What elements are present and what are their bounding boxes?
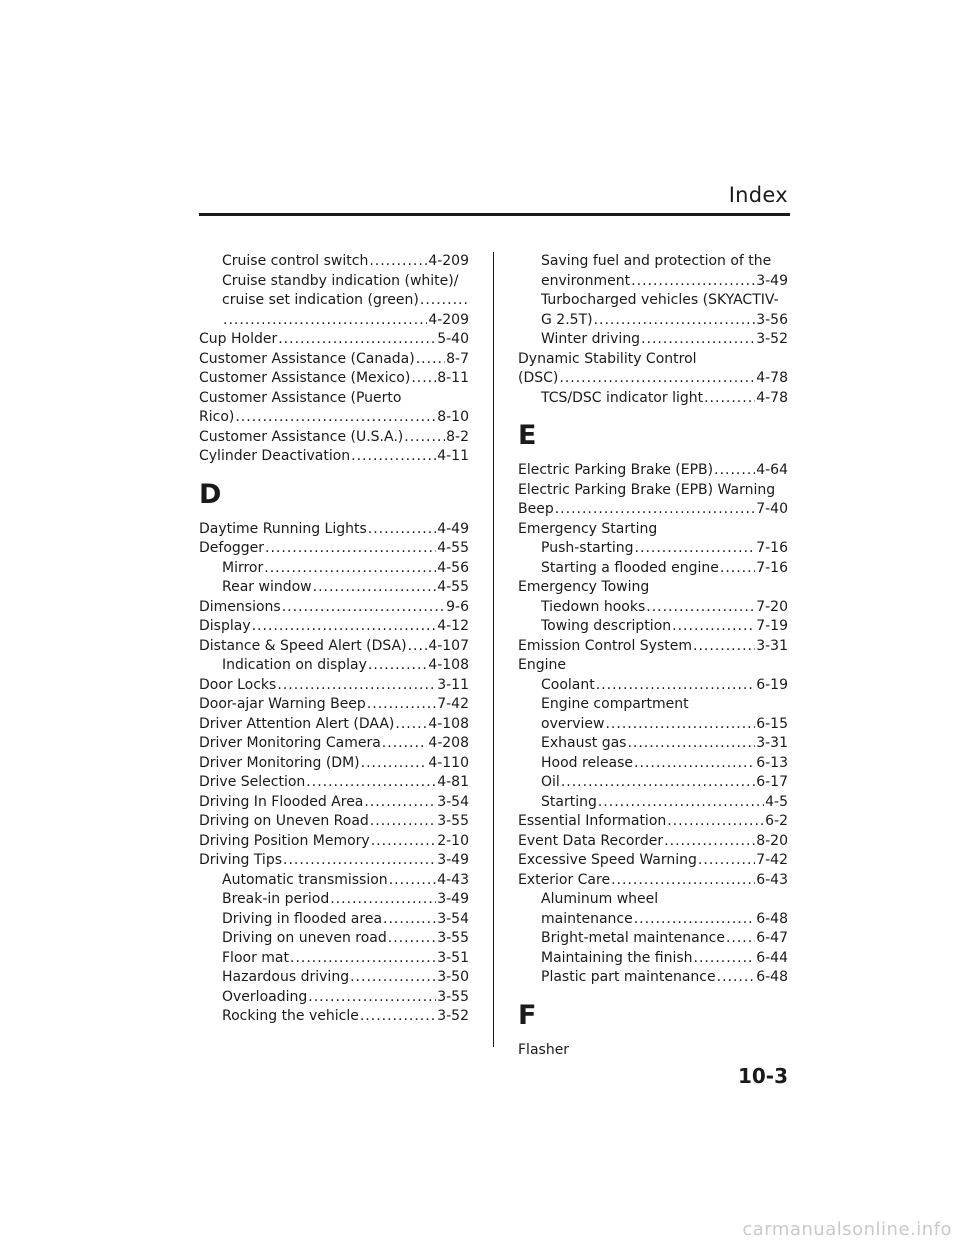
section-letter-e: E: [518, 420, 537, 451]
dot-leader: [646, 598, 755, 618]
entry-page-ref: 6-17: [756, 774, 788, 790]
entry-page-ref: 7-42: [437, 696, 469, 712]
entry-term: Starting a flooded engine: [541, 559, 719, 576]
entry-page-ref: 4-208: [428, 735, 469, 751]
entry-term: Tiedown hooks: [541, 598, 646, 615]
index-entry: [518, 272, 788, 292]
dot-leader: [395, 715, 427, 735]
dot-leader: [382, 734, 428, 754]
entry-term: Bright-metal maintenance: [541, 930, 725, 946]
entry-page-ref: 7-19: [756, 618, 788, 634]
dot-leader: [704, 389, 755, 409]
index-entry: [199, 773, 469, 793]
entry-term: maintenance: [541, 910, 633, 927]
dot-leader: [634, 910, 756, 930]
entry-page-ref: 9-6: [446, 598, 469, 615]
dot-leader: [717, 968, 756, 988]
index-entry: [199, 793, 469, 813]
dot-leader: [383, 910, 436, 930]
entry-page-ref: 3-52: [437, 1008, 469, 1024]
dot-leader: [306, 773, 436, 793]
entry-group: [518, 1041, 788, 1061]
entry-page-ref: 4-43: [437, 871, 469, 888]
dot-leader: [404, 428, 445, 448]
dot-leader: [698, 851, 755, 871]
entry-term: Beep: [518, 501, 554, 517]
index-entry: [518, 715, 788, 735]
index-entry: [199, 291, 469, 311]
entry-term: Plastic part maintenance: [541, 969, 716, 985]
index-entry: [199, 871, 469, 891]
entry-page-ref: 3-55: [437, 930, 469, 946]
index-entry: [518, 773, 788, 793]
entry-page-ref: 4-110: [428, 754, 469, 771]
entry-term: Door Locks: [199, 676, 277, 693]
entry-term: Emission Control System: [518, 637, 693, 654]
entry-page-ref: 6-15: [756, 715, 788, 732]
dot-leader: [611, 871, 755, 891]
index-entry: [199, 695, 469, 715]
entry-term: Drive Selection: [199, 774, 306, 790]
entry-term: Daytime Running Lights: [199, 520, 367, 537]
dot-leader: [594, 311, 756, 331]
entry-term: Oil: [541, 774, 560, 790]
page-title: Index: [728, 183, 788, 207]
entry-page-ref: 4-78: [756, 389, 788, 406]
index-entry: [199, 929, 469, 949]
column-divider: [493, 252, 494, 1047]
entry-term: Distance & Speed Alert (DSA): [199, 637, 407, 654]
dot-leader: [388, 929, 436, 949]
dot-leader: [371, 832, 437, 852]
entry-term: Driver Attention Alert (DAA): [199, 715, 395, 732]
entry-term: Exterior Care: [518, 871, 611, 888]
dot-leader: [370, 812, 436, 832]
entry-page-ref: 8-10: [437, 409, 469, 425]
dot-leader: [598, 793, 764, 813]
dot-leader: [605, 715, 755, 735]
index-entry: [199, 311, 469, 331]
entry-term: Overloading: [222, 988, 308, 1005]
dot-leader: [278, 330, 436, 350]
entry-group: [518, 461, 788, 988]
index-entry: [518, 812, 788, 832]
index-entry: [518, 330, 788, 350]
dot-leader: [360, 1007, 436, 1027]
entry-term: Winter driving: [541, 331, 641, 347]
index-entry: [199, 656, 469, 676]
index-entry: [199, 428, 469, 448]
entry-page-ref: 3-52: [756, 331, 788, 347]
entry-group: [518, 252, 788, 408]
dot-leader: [596, 676, 755, 696]
index-entry: Cruise standby indication (white)/: [222, 272, 459, 289]
entry-page-ref: 4-108: [428, 657, 469, 673]
entry-page-ref: 4-209: [428, 311, 469, 328]
index-entry: [199, 890, 469, 910]
dot-leader: [235, 408, 436, 428]
dot-leader: [264, 559, 436, 579]
dot-leader: [641, 330, 755, 350]
entry-page-ref: 6-48: [756, 910, 788, 927]
entry-term: cruise set indication (green): [222, 292, 419, 308]
entry-page-ref: 4-55: [437, 540, 469, 556]
dot-leader: [694, 949, 756, 969]
dot-leader: [726, 929, 755, 949]
entry-term: Push-starting: [541, 540, 634, 556]
index-entry: [518, 500, 788, 520]
index-entry: [518, 311, 788, 331]
dot-leader: [290, 949, 436, 969]
dot-leader: [635, 539, 756, 559]
index-entry: [199, 676, 469, 696]
entry-page-ref: 4-49: [437, 520, 469, 537]
index-entry: [199, 715, 469, 735]
entry-page-ref: 6-13: [756, 754, 788, 771]
watermark: carmanualsonline.info: [742, 1219, 952, 1240]
entry-page-ref: 3-49: [756, 272, 788, 289]
index-entry: [518, 617, 788, 637]
index-entry: [518, 637, 788, 657]
index-entry: [199, 520, 469, 540]
entry-term: Hazardous driving: [222, 969, 350, 985]
entry-term: environment: [541, 272, 631, 289]
index-column-right: [518, 252, 788, 1060]
index-entry: Flasher: [518, 1041, 570, 1058]
dot-leader: [252, 617, 437, 637]
entry-term: Break-in period: [222, 891, 330, 907]
dot-leader: [420, 291, 468, 311]
entry-page-ref: 7-20: [756, 598, 788, 615]
entry-page-ref: 5-40: [437, 331, 469, 347]
index-entry: [518, 369, 788, 389]
index-entry: [518, 968, 788, 988]
entry-page-ref: 3-49: [437, 891, 469, 907]
entry-term: Floor mat: [222, 949, 289, 966]
entry-page-ref: 3-51: [437, 949, 469, 966]
index-entry: [518, 559, 788, 579]
entry-term: Driving in flooded area: [222, 910, 383, 927]
entry-term: G 2.5T): [541, 311, 593, 328]
entry-term: Towing description: [541, 618, 672, 634]
dot-leader: [361, 754, 428, 774]
entry-term: Driving on uneven road: [222, 930, 387, 946]
dot-leader: [672, 617, 755, 637]
entry-page-ref: 4-55: [437, 579, 469, 595]
dot-leader: [282, 598, 445, 618]
dot-leader: [367, 695, 436, 715]
index-entry: [199, 330, 469, 350]
entry-page-ref: 8-7: [446, 350, 469, 367]
dot-leader: [634, 754, 755, 774]
dot-leader: [283, 851, 436, 871]
index-entry: [199, 832, 469, 852]
entry-term: Cruise control switch: [222, 253, 369, 269]
entry-term: Indication on display: [222, 657, 367, 673]
entry-page-ref: 6-44: [756, 949, 788, 966]
entry-page-ref: 7-42: [756, 852, 788, 868]
entry-term: Defogger: [199, 540, 265, 556]
entry-term: Customer Assistance (Canada): [199, 350, 415, 367]
index-entry: [199, 910, 469, 930]
index-entry: [199, 968, 469, 988]
dot-leader: [667, 812, 764, 832]
dot-leader: [223, 311, 427, 331]
entry-term: TCS/DSC indicator light: [541, 389, 704, 406]
entry-page-ref: 3-55: [437, 988, 469, 1005]
entry-page-ref: 6-19: [756, 676, 788, 693]
entry-group: [199, 252, 469, 467]
dot-leader: [313, 578, 437, 598]
index-entry: [518, 539, 788, 559]
entry-term: Door-ajar Warning Beep: [199, 696, 366, 712]
entry-page-ref: 3-11: [437, 676, 469, 693]
index-entry: [518, 910, 788, 930]
entry-term: (DSC): [518, 370, 559, 386]
entry-page-ref: 8-11: [437, 370, 469, 386]
index-entry: [199, 598, 469, 618]
entry-page-ref: 8-2: [446, 428, 469, 445]
entry-term: overview: [541, 715, 605, 732]
dot-leader: [631, 272, 755, 292]
entry-page-ref: 8-20: [756, 832, 788, 849]
entry-term: Display: [199, 618, 251, 634]
dot-leader: [368, 520, 436, 540]
entry-page-ref: 4-5: [765, 793, 788, 810]
entry-term: Cup Holder: [199, 331, 278, 347]
entry-term: Driving Position Memory: [199, 832, 370, 849]
entry-term: Coolant: [541, 676, 595, 693]
index-entry: Customer Assistance (Puerto: [199, 389, 402, 406]
index-entry: [199, 539, 469, 559]
entry-term: Mirror: [222, 559, 264, 576]
entry-page-ref: 6-47: [756, 930, 788, 946]
index-entry: [199, 754, 469, 774]
dot-leader: [350, 968, 436, 988]
entry-page-ref: 6-48: [756, 969, 788, 985]
index-entry: [518, 676, 788, 696]
dot-leader: [664, 832, 755, 852]
entry-page-ref: 4-12: [437, 618, 469, 634]
dot-leader: [561, 773, 755, 793]
entry-page-ref: 4-64: [756, 462, 788, 478]
index-entry: [199, 447, 469, 467]
index-entry: Emergency Starting: [518, 520, 658, 537]
dot-leader: [364, 793, 436, 813]
index-entry: [199, 851, 469, 871]
index-entry: [199, 988, 469, 1008]
index-entry: [199, 369, 469, 389]
header-rule: [199, 213, 790, 216]
index-column-left: [199, 252, 469, 1027]
dot-leader: [559, 369, 755, 389]
dot-leader: [627, 734, 755, 754]
entry-term: Dimensions: [199, 598, 281, 615]
entry-page-ref: 4-11: [437, 448, 469, 464]
entry-term: Hood release: [541, 754, 634, 771]
index-entry: [199, 734, 469, 754]
index-entry: Electric Parking Brake (EPB) Warning: [518, 481, 776, 498]
entry-page-ref: 7-16: [756, 540, 788, 556]
entry-term: Electric Parking Brake (EPB): [518, 462, 714, 478]
entry-term: Rear window: [222, 579, 312, 595]
index-entry: Engine compartment: [541, 696, 689, 712]
index-entry: [199, 350, 469, 370]
entry-page-ref: 4-81: [437, 774, 469, 790]
index-entry: [199, 637, 469, 657]
entry-term: Excessive Speed Warning: [518, 852, 697, 868]
index-entry: Aluminum wheel: [541, 891, 659, 907]
entry-page-ref: 4-107: [428, 637, 469, 654]
index-entry: [518, 389, 788, 409]
index-entry: [518, 754, 788, 774]
index-entry: Saving fuel and protection of the: [541, 253, 772, 269]
entry-page-ref: 6-2: [765, 813, 788, 829]
entry-term: Essential Information: [518, 813, 667, 829]
entry-page-ref: 3-31: [756, 637, 788, 654]
entry-page-ref: 3-56: [756, 311, 788, 328]
index-entry: [518, 949, 788, 969]
index-entry: [518, 793, 788, 813]
dot-leader: [720, 559, 755, 579]
dot-leader: [408, 637, 428, 657]
section-letter-d: D: [199, 478, 222, 510]
index-entry: [199, 578, 469, 598]
index-entry: [199, 812, 469, 832]
entry-term: Driving In Flooded Area: [199, 793, 364, 810]
entry-term: Event Data Recorder: [518, 832, 664, 849]
dot-leader: [368, 656, 427, 676]
dot-leader: [714, 461, 755, 481]
dot-leader: [416, 350, 445, 370]
entry-page-ref: 3-54: [437, 910, 469, 927]
entry-page-ref: 3-54: [437, 793, 469, 810]
dot-leader: [351, 447, 436, 467]
entry-term: Automatic transmission: [222, 871, 388, 888]
dot-leader: [693, 637, 755, 657]
entry-page-ref: 4-209: [428, 253, 469, 269]
entry-term: Customer Assistance (Mexico): [199, 370, 411, 386]
index-entry: Turbocharged vehicles (SKYACTIV-: [541, 292, 779, 308]
index-entry: [199, 617, 469, 637]
index-entry: [199, 559, 469, 579]
entry-term: Starting: [541, 793, 597, 810]
entry-page-ref: 4-108: [428, 715, 469, 732]
index-entry: [518, 832, 788, 852]
entry-page-ref: 3-31: [756, 735, 788, 751]
entry-term: Maintaining the finish: [541, 949, 693, 966]
entry-page-ref: 4-78: [756, 370, 788, 386]
dot-leader: [411, 369, 436, 389]
index-entry: [199, 408, 469, 428]
dot-leader: [265, 539, 436, 559]
entry-page-ref: 4-56: [437, 559, 469, 576]
entry-page-ref: 2-10: [437, 832, 469, 849]
entry-page-ref: 7-40: [756, 501, 788, 517]
entry-term: Exhaust gas: [541, 735, 627, 751]
index-entry: [199, 252, 469, 272]
index-entry: Engine: [518, 657, 566, 673]
dot-leader: [389, 871, 437, 891]
index-entry: [518, 461, 788, 481]
index-entry: [518, 871, 788, 891]
entry-page-ref: 3-50: [437, 969, 469, 985]
entry-group: [199, 520, 469, 1027]
entry-term: Driving on Uneven Road: [199, 813, 369, 829]
index-entry: [518, 929, 788, 949]
entry-term: Customer Assistance (U.S.A.): [199, 428, 404, 445]
entry-page-ref: 3-49: [437, 852, 469, 868]
entry-term: Rocking the vehicle: [222, 1008, 359, 1024]
entry-page-ref: 7-16: [756, 559, 788, 576]
entry-term: Driving Tips: [199, 852, 283, 868]
dot-leader: [330, 890, 436, 910]
dot-leader: [555, 500, 756, 520]
entry-term: Rico): [199, 409, 235, 425]
entry-term: Cylinder Deactivation: [199, 448, 351, 464]
index-entry: [518, 851, 788, 871]
index-entry: [518, 734, 788, 754]
entry-term: Driver Monitoring Camera: [199, 735, 381, 751]
section-letter-f: F: [518, 999, 537, 1031]
dot-leader: [277, 676, 436, 696]
index-entry: [199, 1007, 469, 1027]
index-entry: [199, 949, 469, 969]
page-number: 10-3: [737, 1064, 788, 1088]
entry-page-ref: 3-55: [437, 813, 469, 829]
entry-term: Driver Monitoring (DM): [199, 754, 360, 771]
dot-leader: [308, 988, 436, 1008]
entry-page-ref: 6-43: [756, 871, 788, 888]
index-entry: Dynamic Stability Control: [518, 350, 697, 367]
index-entry: Emergency Towing: [518, 579, 650, 595]
dot-leader: [369, 252, 427, 272]
index-entry: [518, 598, 788, 618]
